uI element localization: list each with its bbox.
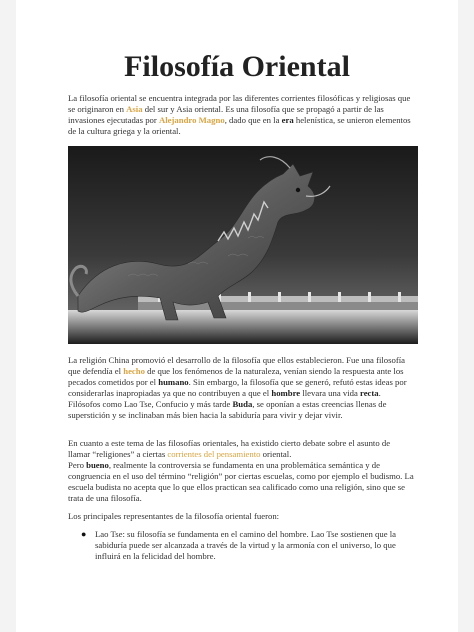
text: de que los fenómenos de la naturaleza, venían siendo la respuesta ante los pecados cometidos por el (68, 366, 404, 387)
religion-paragraph (68, 355, 414, 421)
list-item-text: Lao Tse: su filosofía se fundamenta en el camino del hombre. Lao Tse sostienen que la sabiduría puede ser alcanzada a través de la virtud y la armonía con el universo, lo que influirá en la felicidad del hombre. (95, 529, 396, 561)
intro-paragraph (68, 93, 414, 137)
link-corrientes-del-pensamiento[interactable]: corrientes del pensamiento (167, 449, 261, 459)
document-page (16, 0, 458, 632)
text: , realmente la controversia se fundamenta en una problemática semántica y de congruencia en el uso del término “religión” por ciertas escuelas, como por ejemplo el budismo. La escuela budista no acepta que lo que ellos practican sea calificado como una religión, sino que se trata de una filosofía. (68, 460, 414, 503)
text: , se oponían a estas creencias llenas de superstición y se inclinaban más bien hacia la sabiduría para vivir y dejar vivir. (68, 399, 387, 420)
dragon-statue-photo (68, 146, 418, 344)
text: llevara una vida (300, 388, 360, 398)
link-alejandro-magno[interactable]: Alejandro Magno (158, 115, 225, 125)
text: . Sin embargo, la filosofía que se generó, refutó estas ideas por considerarlas inapropiadas ya que no contribuyen a que el (68, 377, 407, 398)
dragon-statue-illustration (68, 146, 418, 344)
text: , dado que en la (224, 115, 282, 125)
representatives-intro: Los principales representantes de la filosofía oriental fueron: (68, 511, 280, 521)
representatives-list (68, 529, 414, 562)
bold-buda: Buda (232, 399, 253, 409)
text: Pero (68, 460, 87, 470)
debate-paragraph (68, 438, 414, 504)
text: . Filósofos como Lao Tse, Confucio y más tarde (68, 388, 381, 409)
text: helenística, se unieron elementos de la cultura griega y la oriental. (68, 115, 411, 136)
bold-era: era (281, 115, 294, 125)
bold-hombre: hombre (271, 388, 301, 398)
text: En cuanto a este tema de las filosofías orientales, ha existido cierto debate sobre el asunto de llamar “religiones” a ciertas (68, 438, 391, 459)
bold-recta: recta (360, 388, 379, 398)
link-hecho[interactable]: hecho (123, 366, 145, 376)
text: La filosofía oriental se encuentra integrada por las diferentes corrientes filosóficas y religiosas que se originaron en (68, 93, 411, 114)
text: La religión China promovió el desarrollo de la filosofía que ellos establecieron. Fue una filosofía que defendía el (68, 355, 406, 376)
bold-bueno: bueno (86, 460, 109, 470)
text: oriental. (260, 449, 292, 459)
page-title: Filosofía Oriental (124, 50, 350, 83)
list-item (68, 529, 414, 562)
bullet-icon: ● (81, 529, 87, 539)
link-asia[interactable]: Asia (126, 104, 143, 114)
bold-humano: humano (158, 377, 189, 387)
text: del sur y Asia oriental. Es una filosofía que se propagó a partir de las invasiones ejecutadas por (68, 104, 384, 125)
